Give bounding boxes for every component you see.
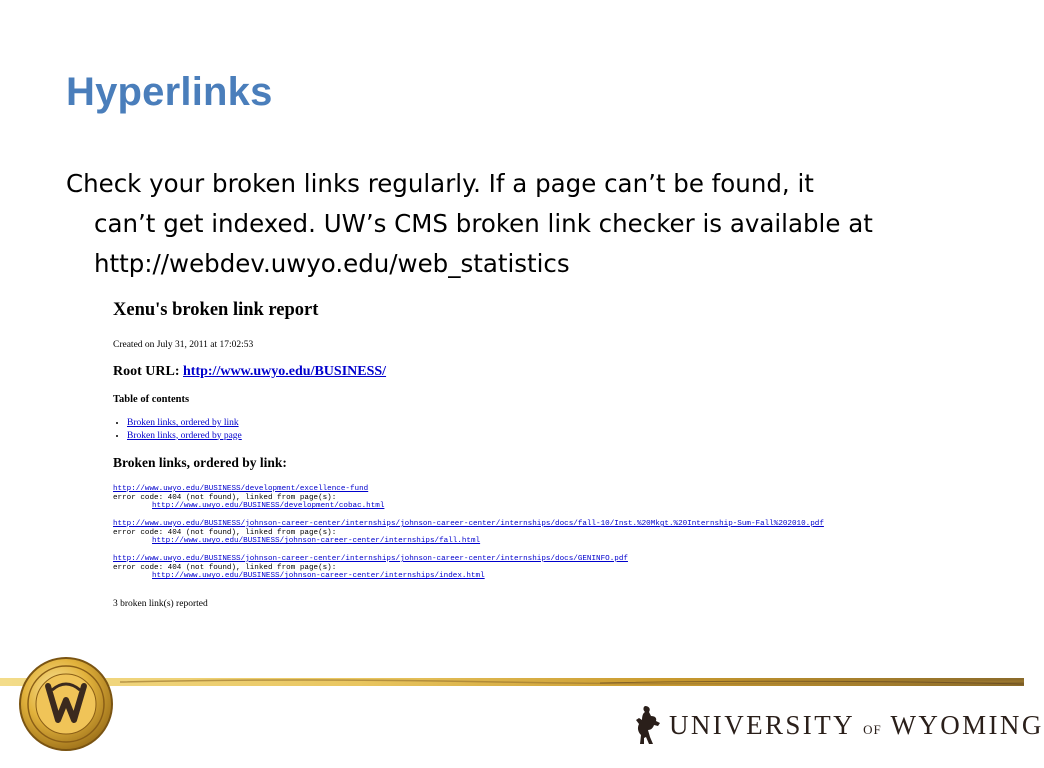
- broken-link-entry: [113, 520, 824, 546]
- root-url-line: [113, 364, 386, 380]
- body-line-1: Check your broken links regularly. If a page can’t be found, it: [66, 169, 814, 198]
- gold-footer-band: [0, 676, 1024, 688]
- broken-link-entry: [113, 485, 384, 511]
- slide-body-text: [66, 164, 986, 284]
- root-url-link[interactable]: http://www.uwyo.edu/BUSINESS/: [183, 364, 387, 379]
- table-of-contents: [113, 417, 242, 442]
- referring-page-link[interactable]: http://www.uwyo.edu/BUSINESS/johnson-career-center/internships/fall.html: [152, 537, 481, 546]
- toc-item: [127, 430, 242, 443]
- broken-links-heading: Broken links, ordered by link:: [113, 455, 287, 470]
- university-wordmark: [633, 704, 1044, 746]
- broken-link-count: 3 broken link(s) reported: [113, 599, 208, 609]
- toc-link-by-page[interactable]: Broken links, ordered by page: [127, 430, 242, 441]
- bucking-horse-icon: [633, 704, 663, 746]
- body-line-2: can’t get indexed. UW’s CMS broken link checker is available at: [94, 209, 873, 238]
- xenu-report-screenshot: [113, 300, 903, 609]
- toc-link-by-link[interactable]: Broken links, ordered by link: [127, 418, 239, 428]
- error-message: error code: 404 (not found), linked from page(s):: [113, 493, 337, 502]
- wordmark-wyoming: WYOMING: [890, 709, 1044, 740]
- wordmark-of: OF: [863, 721, 882, 737]
- referring-page-link[interactable]: http://www.uwyo.edu/BUSINESS/johnson-career-center/internships/index.html: [152, 572, 485, 581]
- wordmark-text: [669, 710, 1044, 741]
- broken-link-url[interactable]: http://www.uwyo.edu/BUSINESS/development/excellence-fund: [113, 485, 369, 493]
- body-line-3: http://webdev.uwyo.edu/web_statistics: [94, 249, 570, 278]
- wordmark-university: UNIVERSITY: [669, 709, 854, 740]
- error-message: error code: 404 (not found), linked from page(s):: [113, 563, 337, 572]
- slide-title: Hyperlinks: [66, 70, 273, 114]
- report-heading: Xenu's broken link report: [113, 300, 319, 320]
- referring-page-link[interactable]: http://www.uwyo.edu/BUSINESS/development/cobac.html: [152, 502, 385, 511]
- broken-link-url[interactable]: http://www.uwyo.edu/BUSINESS/johnson-career-center/internships/johnson-career-center/internships/docs/GENINFO.pdf: [113, 555, 628, 563]
- broken-link-entry: [113, 555, 628, 581]
- toc-heading: Table of contents: [113, 394, 190, 405]
- error-message: error code: 404 (not found), linked from page(s):: [113, 528, 337, 537]
- root-url-label: Root URL:: [113, 364, 180, 379]
- report-created-date: Created on July 31, 2011 at 17:02:53: [113, 340, 254, 350]
- broken-link-url[interactable]: http://www.uwyo.edu/BUSINESS/johnson-career-center/internships/johnson-career-center/internships/docs/fall-10/Inst.%20Mkgt.%20Internship-Sum-Fall%202010.pdf: [113, 520, 824, 528]
- toc-item: [127, 417, 242, 430]
- uw-seal-icon: [18, 656, 114, 752]
